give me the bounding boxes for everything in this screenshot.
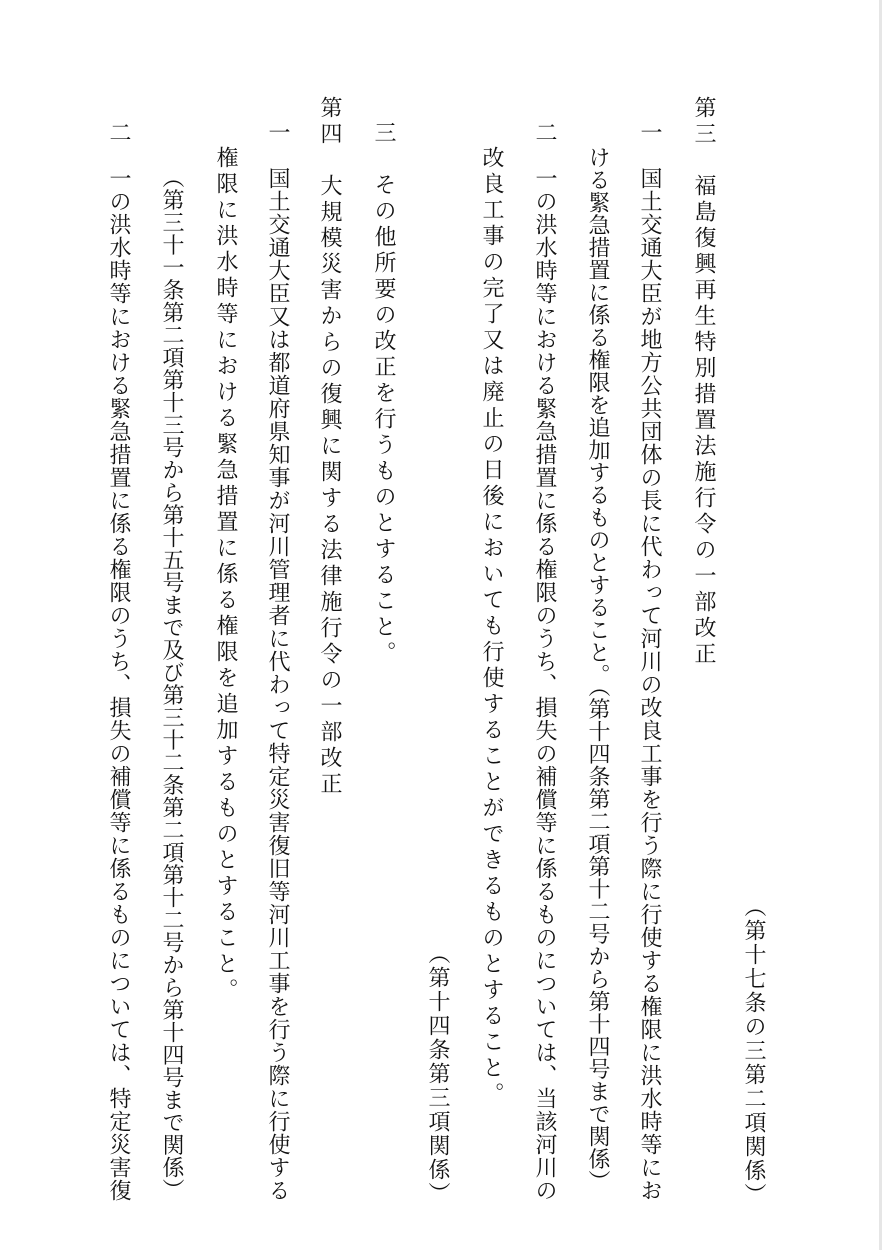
text-column-3: 一 国土交通大臣が地方公共団体の長に代わって河川の改良工事を行う際に行使する権限に洪水時等にお: [637, 121, 662, 1202]
text-column-12: （第三十一条第二項第十三号から第十五号まで及び第三十二条第二項第十二号から第十四号まで関係）: [159, 166, 184, 1201]
text-column-13: 二 一の洪水時等における緊急措置に係る権限のうち、損失の補償等に係るものについては、特定災害復: [106, 121, 131, 1202]
text-column-4: ける緊急措置に係る権限を追加するものとすること。（第十四条第二項第十二号から第十四号まで関係）: [585, 146, 610, 1193]
section-heading-4: 第四 大規模災害からの復興に関する法律施行令の一部改正: [317, 96, 342, 798]
text-column-7: （第十四条第三項関係）: [425, 942, 450, 1206]
section-heading-3: 第三 福島復興再生特別措置法施行令の一部改正: [691, 96, 716, 668]
text-column-5: 二 一の洪水時等における緊急措置に係る権限のうち、損失の補償等に係るものについては、当該河川の: [532, 121, 557, 1202]
text-column-6: 改良工事の完了又は廃止の日後においても行使することができるものとすること。: [479, 146, 504, 1108]
text-column-10: 一 国土交通大臣又は都道府県知事が河川管理者に代わって特定災害復旧等河川工事を行う際に行使する: [265, 121, 290, 1202]
text-column-1: （第十七条の三第二項関係）: [741, 895, 766, 1207]
text-column-8: 三 その他所要の改正を行うものとすること。: [371, 121, 396, 667]
text-column-11: 権限に洪水時等における緊急措置に係る権限を追加するものとすること。: [213, 146, 238, 1004]
